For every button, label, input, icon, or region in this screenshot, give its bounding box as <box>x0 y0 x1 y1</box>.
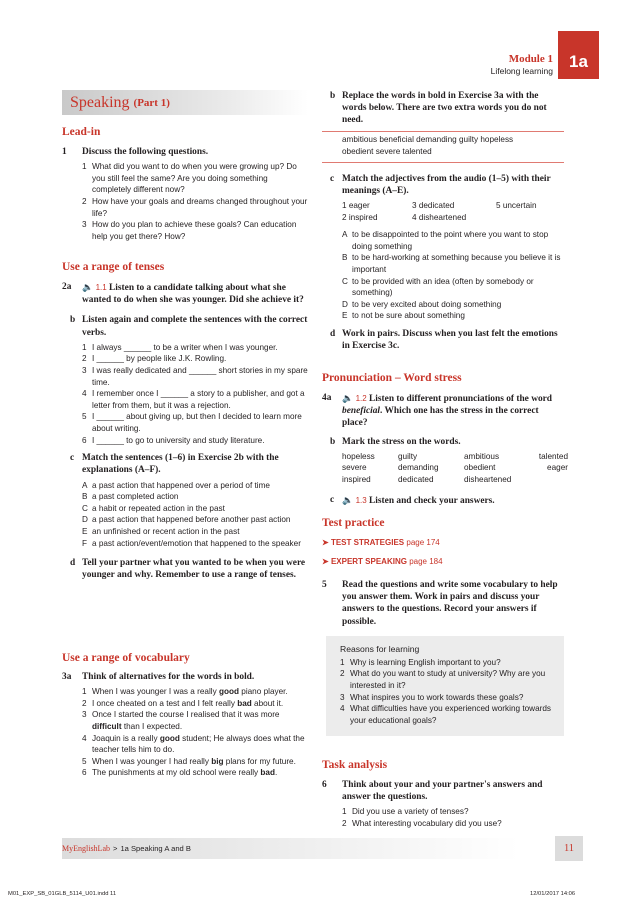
section-title-bar <box>62 90 308 115</box>
meaning-list <box>322 229 564 322</box>
question-6: 6 Think about your and your partner's answers and answer the questions. <box>322 780 543 803</box>
exercise-6-block <box>322 779 564 830</box>
module-title: Module 1 <box>508 53 553 65</box>
adjective: 1 eager <box>342 201 370 211</box>
module-subtitle: Lifelong learning <box>490 66 553 76</box>
list-item: 1 Did you use a variety of tenses? <box>342 807 469 817</box>
list-item: D to be very excited about doing something <box>342 299 502 309</box>
list-item: 3 How do you plan to achieve these goals? Can education help you get there? How? <box>82 220 297 241</box>
speaker-icon[interactable]: 🔈 <box>342 494 354 505</box>
test-links <box>322 538 564 566</box>
list-item: C to be provided with an idea (often by somebody or something) <box>342 276 534 298</box>
stress-word: hopeless <box>342 451 375 461</box>
print-slug-right: 12/01/2017 14:06 <box>530 891 576 897</box>
exercise-3b-block <box>322 90 564 352</box>
list-item: 2 What do you want to study at university? Why are you interested in it? <box>340 669 546 690</box>
stress-word: talented <box>538 451 568 461</box>
stress-word: dedicated <box>398 475 434 484</box>
audio-track: 1.2 <box>355 394 367 403</box>
tenses-block <box>62 281 308 582</box>
list-item: 1 I always ______ to be a writer when I was younger. <box>82 342 278 352</box>
task-list <box>322 806 564 829</box>
stress-word: ambitious <box>464 451 500 461</box>
question-2d: d Tell your partner what you wanted to be when you were younger and why. Remember to use a range of tenses. <box>70 558 306 581</box>
test-strategies-link[interactable]: ➤ TEST STRATEGIES page 174 <box>322 538 440 547</box>
stress-word: obedient <box>464 463 496 473</box>
stress-word: disheartened <box>464 475 512 484</box>
pronunciation-heading: Pronunciation – Word stress <box>322 372 462 384</box>
stress-word <box>528 474 568 486</box>
audio-track: 1.3 <box>355 495 367 505</box>
question-4b: b Mark the stress on the words. <box>330 436 461 447</box>
question-5: 5 Read the questions and write some vocabulary to help you answer them. Work in pairs and discuss your answers to the questions. Record your answers if possible. <box>322 580 558 627</box>
box-question-list <box>340 657 556 727</box>
list-item: 4 What difficulties have you experienced working towards your educational goals? <box>340 704 552 725</box>
question-4c: c 🔈 1.3 Listen and check your answers. <box>330 494 495 506</box>
list-item: 4 I remember once I ______ a story to a publisher, and got a letter from them, but it was a rejection. <box>82 389 305 410</box>
print-slug-left: M01_EXP_SB_01GLB_5114_U01.indd 11 <box>8 891 117 897</box>
arrow-right-icon: ➤ <box>322 557 329 566</box>
section-part: (Part 1) <box>133 96 170 109</box>
speaker-icon[interactable]: 🔈 <box>342 393 354 403</box>
question-1 <box>62 146 308 158</box>
tenses-heading: Use a range of tenses <box>62 261 165 273</box>
box-title: Reasons for learning <box>340 643 420 654</box>
adjective: 3 dedicated <box>412 201 455 211</box>
word-box <box>322 131 564 163</box>
list-item: 6 The punishments at my old school were really bad. <box>82 768 278 778</box>
leadin-heading: Lead-in <box>62 126 101 138</box>
question-3b: b Replace the words in bold in Exercise 3a with the words below. There are two extra words you do not need. <box>330 91 547 126</box>
list-item: 1 When I was younger I was a really good piano player. <box>82 687 288 697</box>
arrow-right-icon: ➤ <box>322 538 329 547</box>
adjective-list <box>322 200 564 223</box>
stress-word: inspired <box>342 475 371 484</box>
question-3d: d Work in pairs. Discuss when you last felt the emotions in Exercise 3c. <box>330 328 558 352</box>
list-item: 3 Once I started the course I realised that it was more difficult than I expected. <box>82 710 280 731</box>
word-box-line: obedient severe talented <box>342 147 432 157</box>
question-2b: b Listen again and complete the sentences with the correct verbs. <box>70 315 308 338</box>
vocab-block <box>62 671 308 779</box>
list-item: 5 When I was younger I had really big plans for my future. <box>82 756 296 766</box>
question-2a: 2a 🔈 1.1 Listen to a candidate talking about what she wanted to do when she was younger. Did she achieve it? <box>62 282 304 306</box>
exercise-5-block <box>322 579 564 736</box>
list-item: 2 What interesting vocabulary did you use? <box>342 819 502 828</box>
list-item: 2 How have your goals and dreams changed throughout your life? <box>82 196 308 218</box>
question-number: 1 <box>62 147 67 157</box>
adjective <box>496 212 566 224</box>
list-item: 1 What did you want to do when you were growing up? Do you still feel the same? Are you doing something completely different now? <box>82 162 297 195</box>
vocab-heading: Use a range of vocabulary <box>62 652 190 664</box>
list-item: B to be hard-working at something because you believe it is important <box>342 253 561 274</box>
audio-track: 1.1 <box>95 283 107 292</box>
unit-badge: 1a <box>558 31 599 79</box>
list-item: C a habit or repeated action in the past <box>82 503 225 513</box>
list-item: A a past action that happened over a period of time <box>82 480 270 490</box>
list-item: 1 Why is learning English important to you? <box>340 657 501 667</box>
question-4a: 4a 🔈 1.2 Listen to different pronunciations of the word beneficial. Which one has the stress in the correct place? <box>322 393 553 429</box>
question-3c: c Match the adjectives from the audio (1–5) with their meanings (A–E). <box>330 173 551 196</box>
list-item: 4 Joaquin is a really good student; He always does what the teacher tells him to do. <box>82 733 305 755</box>
stress-word: severe <box>342 463 367 473</box>
task-analysis-heading: Task analysis <box>322 759 388 771</box>
word-box-line: ambitious beneficial demanding guilty hopeless <box>342 134 514 144</box>
question-3a: 3a Think of alternatives for the words in bold. <box>62 672 255 682</box>
list-item: D a past action that happened before another past action <box>82 515 291 525</box>
speaker-icon[interactable]: 🔈 <box>82 282 94 292</box>
list-item: E an unfinished or recent action in the past <box>82 526 240 536</box>
list-item: 6 I ______ to go to university and study literature. <box>82 435 265 445</box>
question-text: Discuss the following questions. <box>82 147 209 157</box>
question-2c: c Match the sentences (1–6) in Exercise 2b with the explanations (A–F). <box>70 453 279 476</box>
section-title: Speaking <box>70 93 130 111</box>
chevron-right-icon: > <box>113 844 118 853</box>
leadin-list <box>62 161 308 242</box>
list-item: F a past action/event/emotion that happened to the speaker <box>82 538 301 548</box>
footer-reference: 1a Speaking A and B <box>120 844 191 853</box>
list-item: 3 I was really dedicated and ______ short stories in my spare time. <box>82 366 308 387</box>
explanation-list <box>62 480 308 550</box>
list-item: 5 I ______ about giving up, but then I decided to learn more about writing. <box>82 412 302 433</box>
list-item: 2 I once cheated on a test and I felt really bad about it. <box>82 698 284 708</box>
adjective: 5 uncertain <box>496 201 537 211</box>
test-practice-heading: Test practice <box>322 517 385 529</box>
list-item: B a past completed action <box>82 492 179 502</box>
stress-word-list <box>322 451 568 486</box>
stress-word: guilty <box>398 451 418 461</box>
page-number: 11 <box>555 836 583 861</box>
gap-fill-list <box>62 342 308 446</box>
list-item: E to not be sure about something <box>342 311 465 321</box>
stress-word: eager <box>547 463 568 473</box>
adjective: 4 disheartened <box>412 212 467 222</box>
pronunciation-block <box>322 392 568 507</box>
adjective: 2 inspired <box>342 212 378 222</box>
reasons-box <box>326 636 564 737</box>
expert-speaking-link[interactable]: ➤ EXPERT SPEAKING page 184 <box>322 557 443 566</box>
list-item: 2 I ______ by people like J.K. Rowling. <box>82 354 227 364</box>
module-header <box>491 53 553 77</box>
footer-bar <box>62 838 519 859</box>
bold-word-list <box>62 686 308 779</box>
list-item: A to be disappointed to the point where you want to stop doing something <box>342 230 549 251</box>
myenglishlab-link[interactable]: MyEnglishLab <box>62 844 110 853</box>
stress-word: demanding <box>398 463 439 473</box>
list-item: 3 What inspires you to work towards these goals? <box>340 692 524 702</box>
leadin-block <box>62 146 308 242</box>
